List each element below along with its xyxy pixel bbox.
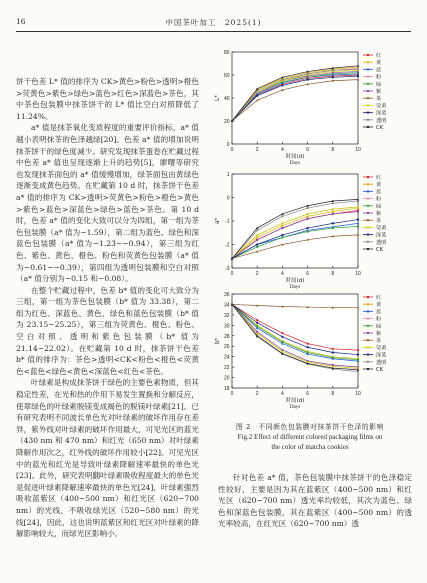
legend-label: 粉 xyxy=(376,196,382,203)
running-header xyxy=(16,17,411,29)
data-point xyxy=(332,202,334,204)
data-point xyxy=(256,319,258,321)
legend-marker xyxy=(367,54,369,56)
legend-label: 荧黄 xyxy=(376,225,387,232)
y-axis-label: b* xyxy=(215,338,221,344)
legend-label: 红 xyxy=(376,53,382,59)
journal-title: 中国茶叶加工 2025(1) xyxy=(165,18,262,27)
legend-marker xyxy=(367,90,369,92)
legend-label: 透明 xyxy=(376,239,387,246)
legend-marker xyxy=(367,310,369,312)
data-point xyxy=(256,244,258,246)
data-point xyxy=(256,246,258,248)
data-point xyxy=(281,215,283,217)
x-axis-label-en: Days xyxy=(289,285,301,290)
paragraph: 针对色差 a* 值，茶色包装膜中抹茶饼干的色泽稳定性较好，主要是因为其在蓝紫区（400~500 nm）和红光区（620~700 nm）透光率均较低，其次为蓝色、绿色和深蓝色包装膜，其在蓝紫区（400~500 nm）的透光率较高，在红光区（620~700 nm）透 xyxy=(218,473,412,529)
legend-label: CK xyxy=(376,367,384,373)
data-point xyxy=(332,211,334,213)
x-axis-label-en: Days xyxy=(289,405,301,410)
legend-marker xyxy=(367,112,369,114)
x-tick-label: 8 xyxy=(331,147,335,153)
y-tick-label: -2 xyxy=(225,242,230,249)
right-column xyxy=(218,472,412,530)
legend-marker xyxy=(367,76,369,78)
legend-marker xyxy=(367,68,369,70)
figure-2 xyxy=(210,46,410,416)
y-tick-label: -3 xyxy=(225,266,230,272)
legend-label: 茶 xyxy=(376,96,382,103)
legend-label: CK xyxy=(376,125,384,131)
caption-english-line2: the color of matcha cookies xyxy=(271,443,349,451)
x-axis-label: 时间(d) xyxy=(285,278,305,284)
legend-marker xyxy=(367,361,369,363)
legend-label: 黄 xyxy=(376,60,382,67)
y-tick-label: 26 xyxy=(223,344,230,351)
data-point xyxy=(256,95,258,97)
x-tick-label: 4 xyxy=(281,271,284,277)
x-tick-label: 0 xyxy=(230,271,234,277)
paragraph: 在整个贮藏过程中，色差 b* 值的变化可大致分为三组，第一组为茶色包装膜（b* 值为 33.38），第二组为红色、深蓝色、黄色、绿色和蓝色包装膜（b* 值为 23.15~25.25），第三组为荧黄色、橙色、粉色、空白对照、透明和紫色包装膜（b* 值为 21.14~22.02）。在贮藏第 10 d 时，抹茶饼干色差 b* 值的排序为：茶色>透明<CK<粉色<橙色<荧黄色<蓝色<绿色<黄色<深蓝色<红色<茶色。 xyxy=(16,285,199,376)
y-axis-label: a* xyxy=(215,218,221,224)
data-point xyxy=(256,239,258,241)
legend-label: CK xyxy=(376,247,384,253)
header-rule xyxy=(16,31,411,32)
legend-label: 紫 xyxy=(376,89,382,95)
x-tick-label: 6 xyxy=(306,147,309,153)
y-tick-label: 20 xyxy=(223,119,230,125)
left-column xyxy=(16,76,199,540)
legend-label: 茶 xyxy=(376,218,382,225)
legend-label: 紫 xyxy=(376,211,382,217)
legend-label: 粉 xyxy=(376,74,382,81)
data-point xyxy=(357,68,359,70)
x-tick-label: 2 xyxy=(255,391,259,397)
data-point xyxy=(281,79,283,81)
legend-marker xyxy=(367,241,369,243)
y-tick-label: -1 xyxy=(225,219,230,225)
data-point xyxy=(357,359,359,361)
x-tick-label: 4 xyxy=(281,147,284,153)
data-point xyxy=(307,343,309,345)
data-point xyxy=(332,348,334,350)
legend-label: 蓝 xyxy=(376,309,382,316)
legend-label: 茶 xyxy=(376,338,382,345)
data-point xyxy=(307,227,309,229)
legend-label: 黄 xyxy=(376,302,382,309)
legend-label: 透明 xyxy=(376,117,387,124)
x-tick-label: 2 xyxy=(255,271,259,277)
data-point xyxy=(357,75,359,77)
legend-label: 蓝 xyxy=(376,67,382,74)
caption-chinese: 图 2 不同颜色包装膜对抹茶饼干色泽的影响 xyxy=(235,423,385,431)
data-point xyxy=(281,336,283,338)
legend-label: 红 xyxy=(376,175,382,181)
data-point xyxy=(307,73,309,75)
data-point xyxy=(332,213,334,215)
legend-marker xyxy=(367,248,369,250)
legend-marker xyxy=(367,97,369,99)
x-tick-label: 10 xyxy=(355,271,361,277)
legend-marker xyxy=(367,198,369,200)
caption-english-line1: Fig.2 Effect of different colored packaging films on xyxy=(237,433,383,441)
x-axis-label-en: Days xyxy=(289,161,301,166)
data-point xyxy=(307,215,309,217)
legend-marker xyxy=(367,176,369,178)
legend-label: 深蓝 xyxy=(376,352,387,359)
x-tick-label: 0 xyxy=(230,391,234,397)
legend-marker xyxy=(367,354,369,356)
legend-label: 透明 xyxy=(376,359,387,366)
data-point xyxy=(281,341,283,343)
data-point xyxy=(307,218,309,220)
legend-marker xyxy=(367,83,369,85)
figure-caption xyxy=(210,422,410,452)
legend-marker xyxy=(367,368,369,370)
legend-marker xyxy=(367,332,369,334)
y-tick-label: 22 xyxy=(223,365,230,372)
legend-marker xyxy=(367,339,369,341)
legend-label: 红 xyxy=(376,295,382,301)
x-tick-label: 6 xyxy=(306,271,309,277)
y-tick-label: 24 xyxy=(223,354,230,361)
data-point xyxy=(357,349,359,351)
y-tick-label: 34 xyxy=(223,302,230,309)
legend-label: 荧黄 xyxy=(376,345,387,352)
y-axis-label: L* xyxy=(215,95,221,101)
data-point xyxy=(281,225,283,227)
legend-marker xyxy=(367,318,369,320)
data-point xyxy=(332,357,334,359)
data-point xyxy=(256,325,258,327)
legend-label: 黄 xyxy=(376,182,382,189)
legend-marker xyxy=(367,190,369,192)
data-point xyxy=(332,222,334,224)
y-tick-label: 30 xyxy=(223,323,230,330)
legend-marker xyxy=(367,212,369,214)
x-tick-label: 4 xyxy=(281,391,284,397)
data-point xyxy=(256,236,258,238)
legend-label: 荧黄 xyxy=(376,103,387,110)
figure-2-charts xyxy=(210,46,410,416)
legend-marker xyxy=(367,205,369,207)
paragraph: 叶绿素是构成抹茶饼干绿色的主要色素物质，但其稳定性差，在光和热的作用下易发生置换和分解反应，使翠绿色的叶绿素脱镁变成褐色的脱镁叶绿素[21]。已有研究表明不同波长单色光对叶绿素的破坏作用存在差异，紫外线对叶绿素的破坏作用最大，可见光区的蓝光（430 nm 和 470 nm）和红光（650 nm）对叶绿素降解作用次之，红外线的破坏作用较小[22]。可见光区中的蓝光和红光是导致叶绿素降解速率最快的单色光[23]。此外，研究表明翻叶绿素吸收程度最大的单色光是促进叶绿素降解速率最快的单色光[24]，叶绿素强烈吸收蓝紫区（400~500 nm）和红光区（620~700 nm）的光线，不吸收绿光区（520~580 nm）的光线[24]，因此，这也说明蓝紫区和红光区对叶绿素的降解影响较大，而绿光区影响小。 xyxy=(16,378,199,539)
paragraph: a* 值是抹茶氧化变质程度的重要评价指标，a* 值越小表明抹茶的色泽越绿[20]。色差 a* 值的增加说明抹茶饼干的绿色度减少。研究发现抹茶蛋卷在贮藏过程中色差 a* 值也呈现逐渐上升的趋势[5]，廖曙等研究也发现抹茶面包的 a* 值缓慢增加，绿茶面包由黄绿色逐渐变成黄色趋势。在贮藏第 10 d 时，抹茶饼干色差 a* 值的排序为 CK>透明>荧黄色>粉色>橙色>黄色>紫色>蓝色>深蓝色>绿色>蓝色>茶色。第 10 d 时，色差 a* 值的变化大致可以分为四组，第一组为茶色包装膜（a* 值为−1.59），第二组为蓝色、绿色和深蓝色包装膜（a* 值为−1.23~−0.94），第三组为红色、紫色、黄色、橙色、粉色和荧黄色包装膜（a* 值为−0.61~−0.39），第四组为透明包装膜和空白对照（a* 值分别为−0.15 和−0.08）。 xyxy=(16,123,199,284)
legend-marker xyxy=(367,346,369,348)
legend-marker xyxy=(367,296,369,298)
data-point xyxy=(281,227,283,229)
x-tick-label: 0 xyxy=(230,147,234,153)
legend-marker xyxy=(367,226,369,228)
y-tick-label: 36 xyxy=(223,292,230,298)
y-tick-label: 40 xyxy=(223,96,230,102)
page-number: 16 xyxy=(16,17,26,26)
data-point xyxy=(256,229,258,231)
data-point xyxy=(281,236,283,238)
data-point xyxy=(281,84,283,86)
legend-marker xyxy=(367,325,369,327)
legend-label: 绿 xyxy=(376,203,382,210)
data-point xyxy=(281,332,283,334)
paragraph: 饼干色差 L* 值的排序为 CK>黄色>粉色>透明>橙色>荧黄色>紫色>绿色>蓝色>红色>深蓝色>茶色，其中茶色包装膜中抹茶饼干的 L* 值比空白对照降低了 11.24%。 xyxy=(16,77,199,121)
data-point xyxy=(357,371,359,373)
legend-marker xyxy=(367,234,369,236)
x-tick-label: 10 xyxy=(355,147,361,153)
y-tick-label: 0 xyxy=(226,142,230,148)
x-tick-label: 8 xyxy=(331,271,335,277)
data-point xyxy=(281,234,283,236)
y-tick-label: 28 xyxy=(223,333,230,340)
x-tick-label: 10 xyxy=(355,391,361,397)
legend-label: 紫 xyxy=(376,331,382,337)
data-point xyxy=(332,76,334,78)
legend-label: 蓝 xyxy=(376,189,382,196)
data-point xyxy=(357,211,359,213)
x-tick-label: 6 xyxy=(306,391,309,397)
data-point xyxy=(307,346,309,348)
legend-marker xyxy=(367,119,369,121)
y-tick-label: 32 xyxy=(223,312,230,319)
legend-label: 绿 xyxy=(376,323,382,330)
y-tick-label: 1 xyxy=(226,172,230,178)
legend-label: 绿 xyxy=(376,81,382,88)
y-tick-label: 80 xyxy=(223,50,230,56)
data-point xyxy=(357,225,359,227)
y-tick-label: 60 xyxy=(223,73,230,79)
x-axis-label: 时间(d) xyxy=(285,398,305,404)
legend-label: 深蓝 xyxy=(376,110,387,117)
legend-marker xyxy=(367,104,369,106)
data-point xyxy=(332,351,334,353)
legend-marker xyxy=(367,303,369,305)
data-point xyxy=(256,322,258,324)
data-point xyxy=(332,227,334,229)
legend-label: 深蓝 xyxy=(376,232,387,239)
plot-frame xyxy=(232,294,358,388)
y-tick-label: 0 xyxy=(226,195,230,202)
legend-label: 粉 xyxy=(376,316,382,323)
data-point xyxy=(307,231,309,233)
data-point xyxy=(307,79,309,81)
data-point xyxy=(357,354,359,356)
data-point xyxy=(332,69,334,71)
legend-marker xyxy=(367,126,369,128)
legend-marker xyxy=(367,219,369,221)
legend-marker xyxy=(367,183,369,185)
data-point xyxy=(357,219,359,221)
x-axis-label: 时间(d) xyxy=(285,154,305,160)
data-point xyxy=(307,351,309,353)
y-tick-label: 20 xyxy=(223,375,230,382)
x-tick-label: 8 xyxy=(331,391,335,397)
legend-marker xyxy=(367,61,369,63)
data-point xyxy=(307,207,309,209)
x-tick-label: 2 xyxy=(255,147,259,153)
y-tick-label: 18 xyxy=(223,386,230,392)
